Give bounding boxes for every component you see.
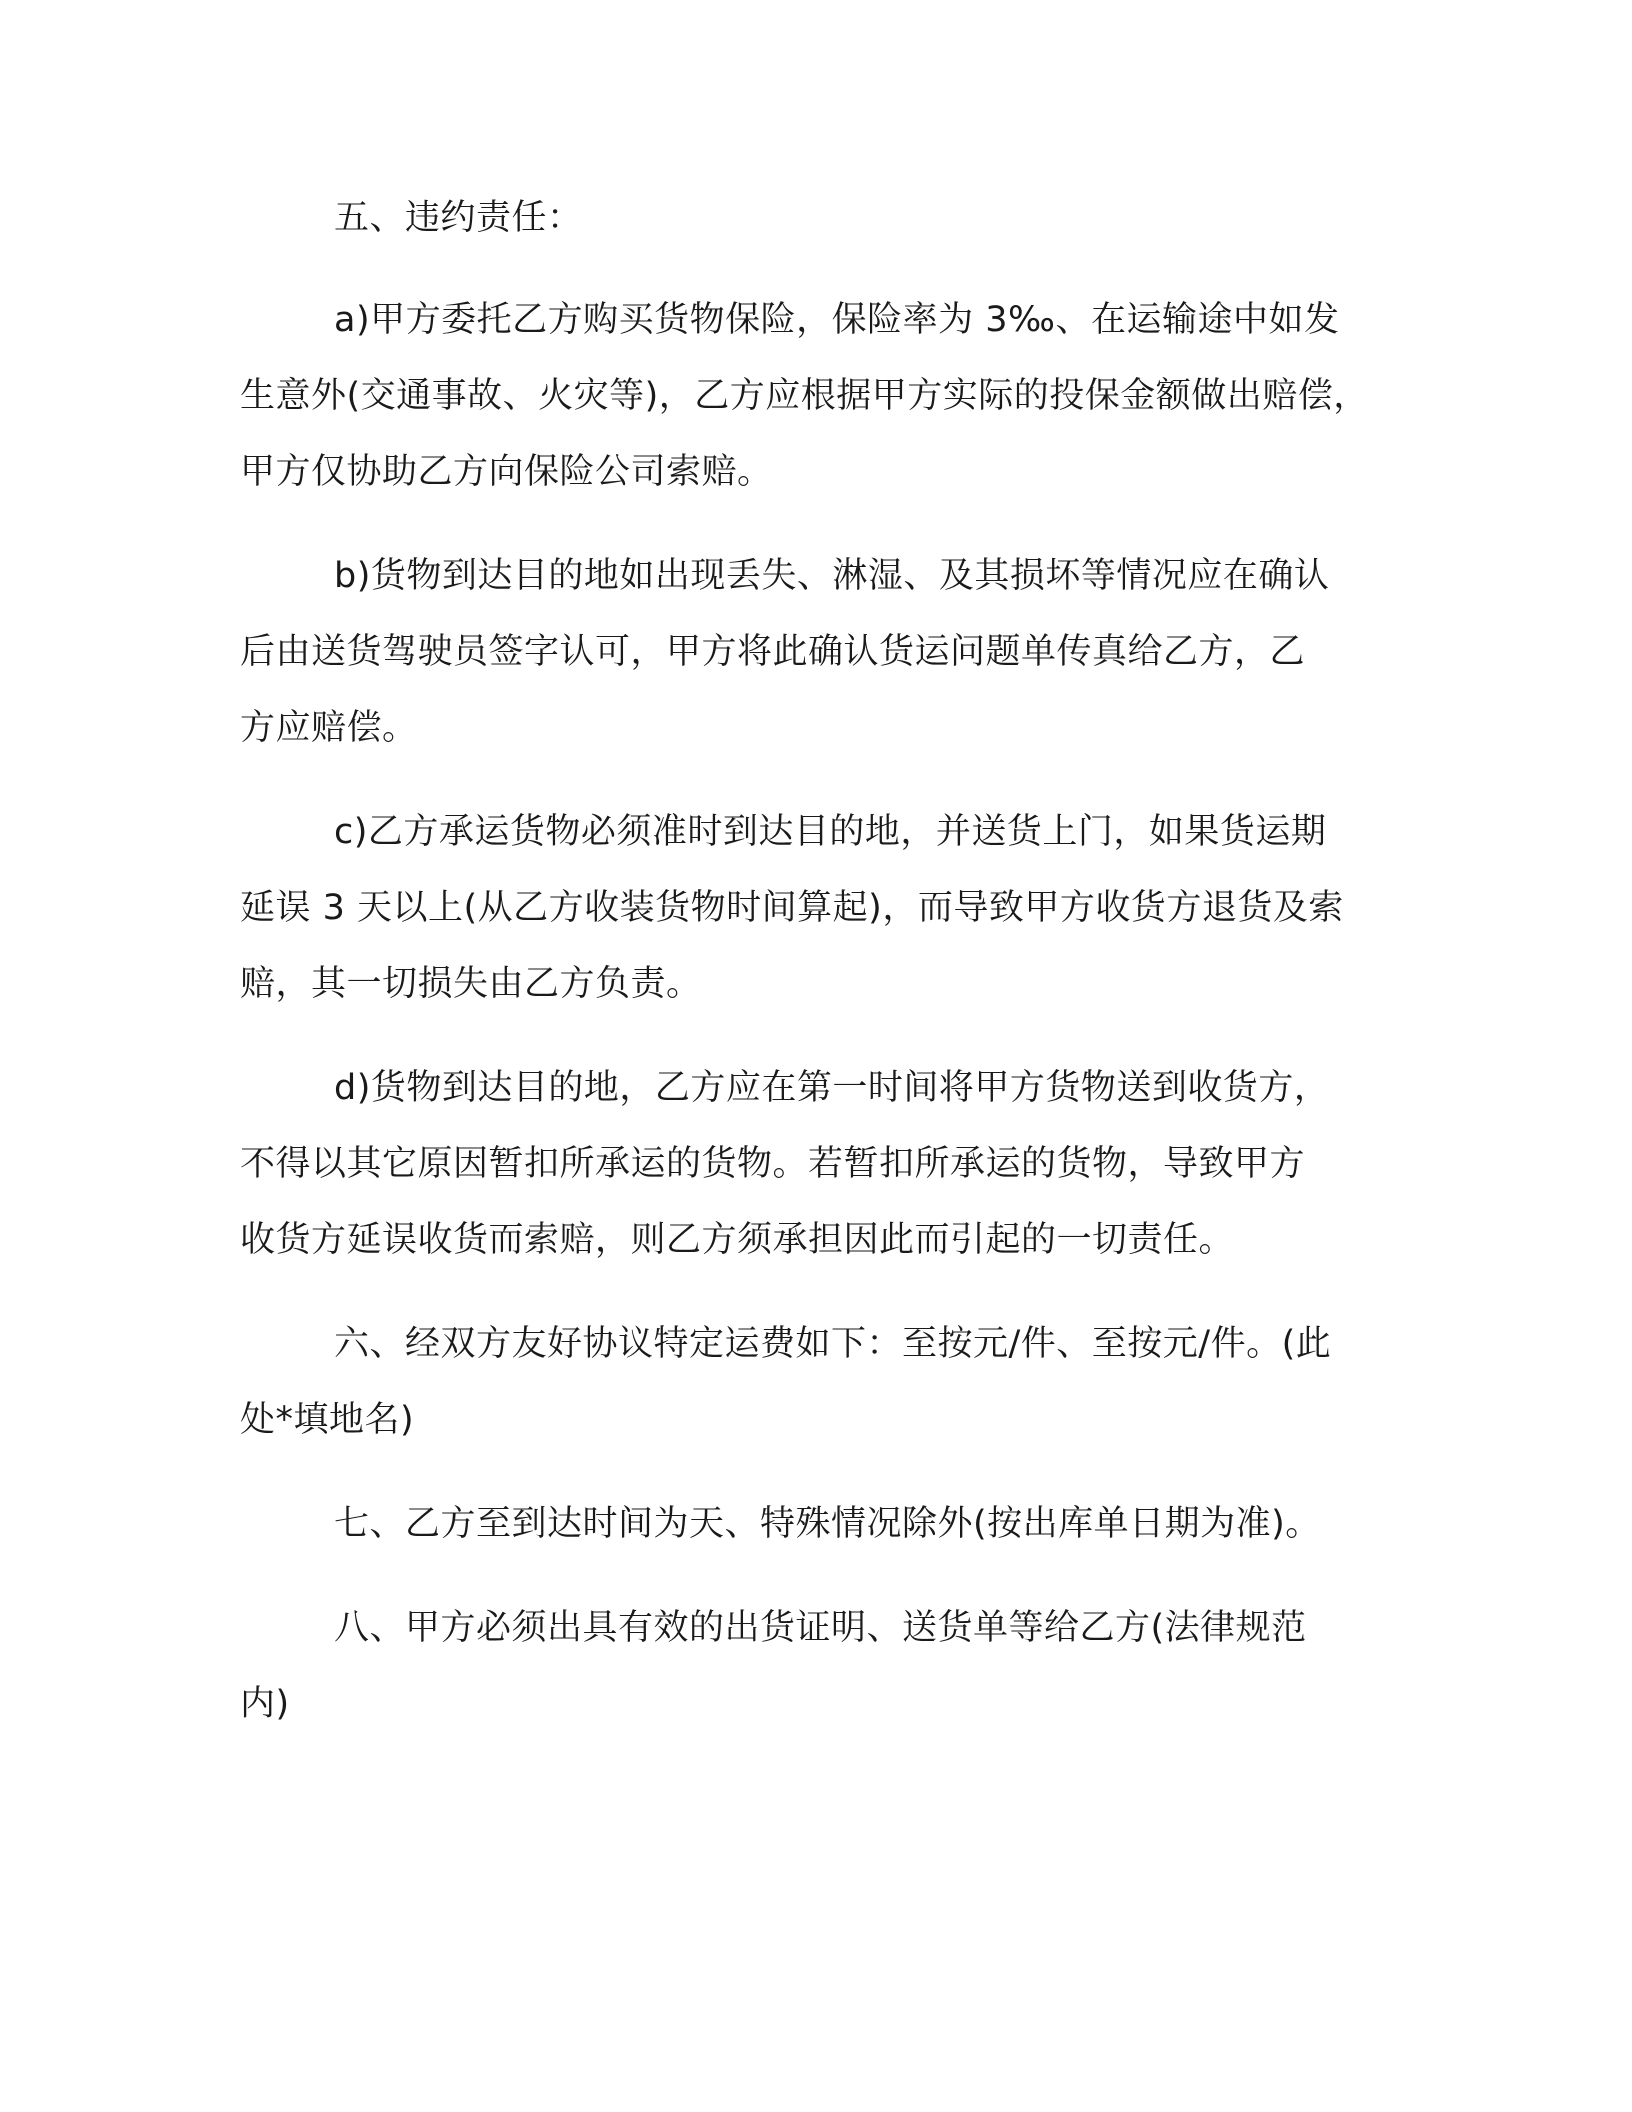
clause-d-line-2: 不得以其它原因暂扣所承运的货物。若暂扣所承运的货物，导致甲方	[240, 1144, 1306, 1184]
clause-b-line-3: 方应赔偿。	[240, 708, 418, 748]
section-six-line-2: 处*填地名)	[240, 1400, 415, 1440]
clause-b-line-1: b)货物到达目的地如出现丢失、淋湿、及其损坏等情况应在确认	[334, 556, 1330, 596]
section-seven-line-1: 七、乙方至到达时间为天、特殊情况除外(按出库单日期为准)。	[334, 1504, 1321, 1544]
clause-a-line-1: a)甲方委托乙方购买货物保险，保险率为 3‰、在运输途中如发	[334, 300, 1340, 340]
section-eight-line-2: 内)	[240, 1684, 290, 1724]
section-eight-line-1: 八、甲方必须出具有效的出货证明、送货单等给乙方(法律规范	[334, 1608, 1307, 1648]
clause-c-line-1: c)乙方承运货物必须准时到达目的地，并送货上门，如果货运期	[334, 812, 1327, 852]
clause-c-line-2: 延误 3 天以上(从乙方收装货物时间算起)，而导致甲方收货方退货及索	[240, 888, 1344, 928]
section-five-heading: 五、违约责任：	[334, 198, 583, 238]
clause-d-line-1: d)货物到达目的地，乙方应在第一时间将甲方货物送到收货方，	[334, 1068, 1330, 1108]
clause-d-line-3: 收货方延误收货而索赔，则乙方须承担因此而引起的一切责任。	[240, 1220, 1235, 1260]
section-six-line-1: 六、经双方友好协议特定运费如下：至按元/件、至按元/件。(此	[334, 1324, 1332, 1364]
clause-a-line-2: 生意外(交通事故、火灾等)，乙方应根据甲方实际的投保金额做出赔偿，	[240, 376, 1369, 416]
clause-a-line-3: 甲方仅协助乙方向保险公司索赔。	[240, 452, 773, 492]
clause-c-line-3: 赔，其一切损失由乙方负责。	[240, 964, 702, 1004]
clause-b-line-2: 后由送货驾驶员签字认可，甲方将此确认货运问题单传真给乙方，乙	[240, 632, 1306, 672]
